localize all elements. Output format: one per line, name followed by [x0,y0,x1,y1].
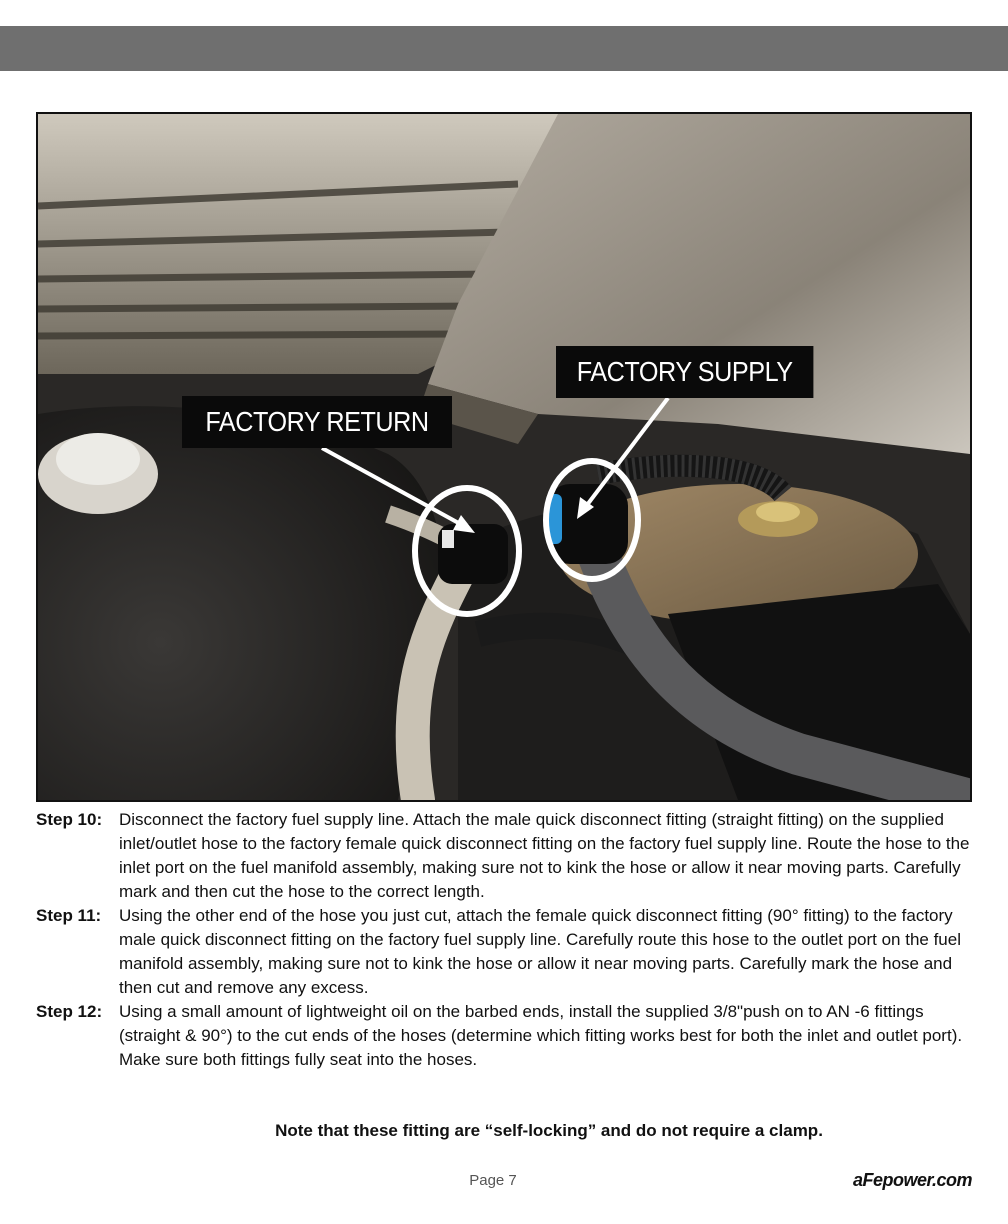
return-arrow-line [322,448,464,526]
step-number: Step 12: [36,1002,103,1021]
step-10 [36,808,976,904]
self-locking-note: Note that these fitting are “self-locking” and do not require a clamp. [275,1121,823,1140]
website-link[interactable]: aFepower.com [852,1170,972,1190]
step-text: Using a small amount of lightweight oil on the barbed ends, install the supplied 3/8"push on to AN -6 fittings (straight & 90°) to the cut ends of the hoses (determine which fitting works best for both the inlet and outlet port). Make sure both fittings fully seat into the hoses. [119,1002,963,1069]
step-text: Disconnect the factory fuel supply line. Attach the male quick disconnect fitting (straight fitting) on the supplied inlet/outlet hose to the factory female quick disconnect fitting on the factory fuel supply line. Route the hose to the inlet port on the fuel manifold assembly, making sure not to kink the hose or allow it near moving parts. Carefully mark and then cut the hose to the correct length. [119,810,970,901]
page-number: Page 7 [469,1172,517,1189]
factory-supply-label: FACTORY SUPPLY [556,346,813,398]
supply-arrow-line [584,398,668,509]
callout-graphics [38,114,970,800]
step-number: Step 10: [36,810,103,829]
step-number: Step 11: [36,906,102,925]
instruction-steps [36,808,976,1072]
supply-circle [546,461,638,579]
fuel-line-photo [36,112,972,802]
step-text: Using the other end of the hose you just cut, attach the female quick disconnect fitting (90° fitting) to the factory male quick disconnect fitting on the factory fuel supply line. Carefully route this hose to the outlet port on the fuel manifold assembly, making sure not to kink the hose or allow it near moving parts. Carefully mark the hose and then cut and remove any excess. [119,906,961,997]
header-bar [0,26,1008,71]
factory-return-label: FACTORY RETURN [182,396,452,448]
return-arrowhead [453,515,475,533]
step-12 [36,1000,976,1072]
step-11 [36,904,976,1000]
